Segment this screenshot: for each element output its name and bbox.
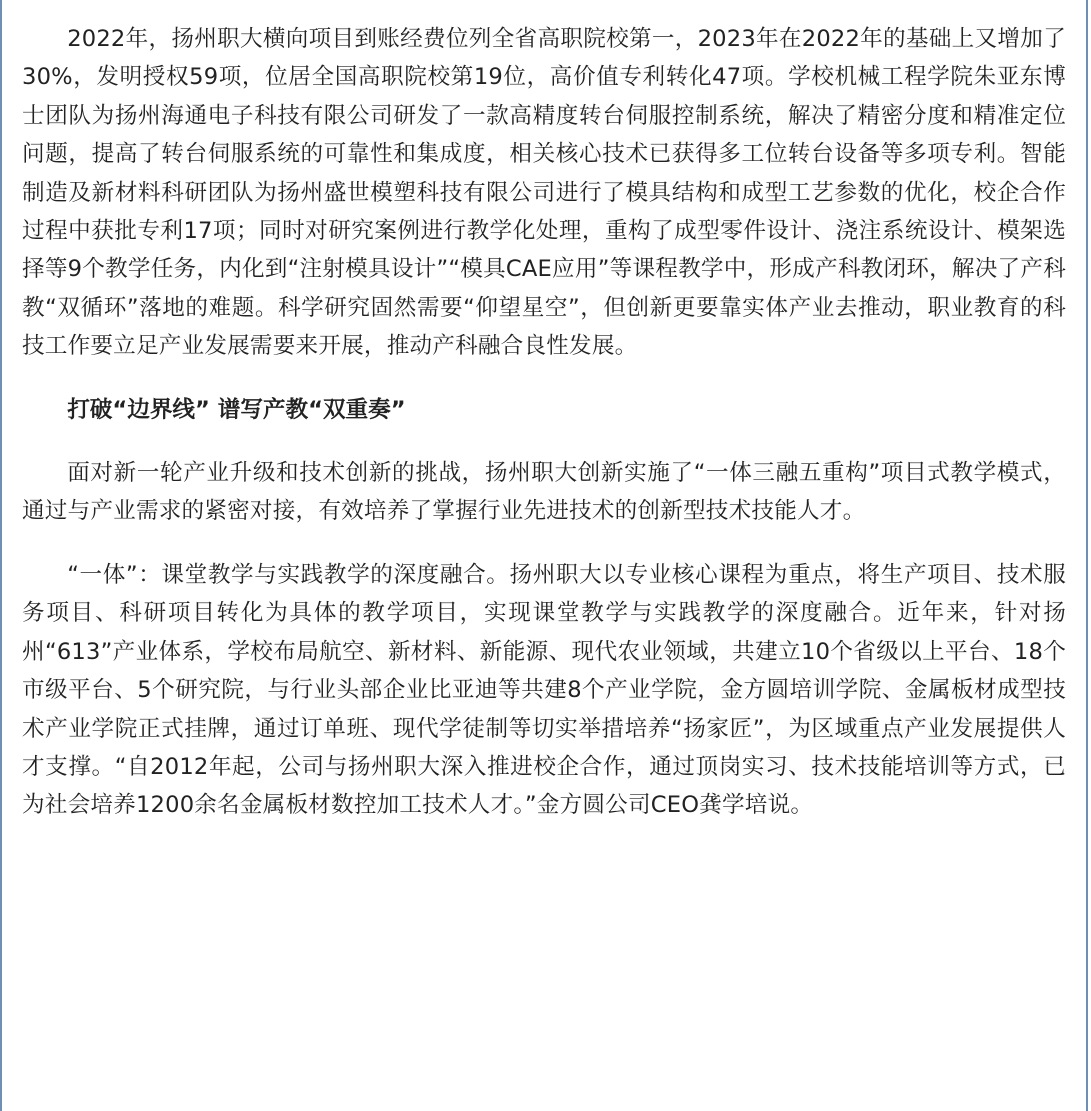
article-body — [22, 20, 1066, 825]
section-heading: 打破“边界线” 谱写产教“双重奏” — [67, 396, 406, 423]
article-paragraph-3: “一体”：课堂教学与实践教学的深度融合。扬州职大以专业核心课程为重点，将生产项目、技术服务项目、科研项目转化为具体的教学项目，实现课堂教学与实践教学的深度融合。近年来，针对扬州“613”产业体系，学校布局航空、新材料、新能源、现代农业领域，共建立10个省级以上平台、18个市级平台、5个研究院，与行业头部企业比亚迪等共建8个产业学院，金方圆培训学院、金属板材成型技术产业学院正式挂牌，通过订单班、现代学徒制等切实举措培养“扬家匠”，为区域重点产业发展提供人才支撑。“自2012年起，公司与扬州职大深入推进校企合作，通过顶岗实习、技术技能培训等方式，已为社会培养1200余名金属板材数控加工技术人才。”金方圆公司CEO龚学培说。 — [22, 561, 1066, 819]
article-paragraph-1: 2022年，扬州职大横向项目到账经费位列全省高职院校第一，2023年在2022年的基础上又增加了30%，发明授权59项，位居全国高职院校第19位，高价值专利转化47项。学校机械工程学院朱亚东博士团队为扬州海通电子科技有限公司研发了一款高精度转台伺服控制系统，解决了精密分度和精准定位问题，提高了转台伺服系统的可靠性和集成度，相关核心技术已获得多工位转台设备等多项专利。智能制造及新材料科研团队为扬州盛世模塑科技有限公司进行了模具结构和成型工艺参数的优化，校企合作过程中获批专利17项；同时对研究案例进行教学化处理，重构了成型零件设计、浇注系统设计、模架选择等9个教学任务，内化到“注射模具设计”“模具CAE应用”等课程教学中，形成产科教闭环，解决了产科教“双循环”落地的难题。科学研究固然需要“仰望星空”，但创新更要靠实体产业去推动，职业教育的科技工作要立足产业发展需要来开展，推动产科融合良性发展。 — [22, 26, 1066, 360]
article-paragraph-2: 面对新一轮产业升级和技术创新的挑战，扬州职大创新实施了“一体三融五重构”项目式教学模式，通过与产业需求的紧密对接，有效培养了掌握行业先进技术的创新型技术技能人才。 — [22, 460, 1066, 525]
